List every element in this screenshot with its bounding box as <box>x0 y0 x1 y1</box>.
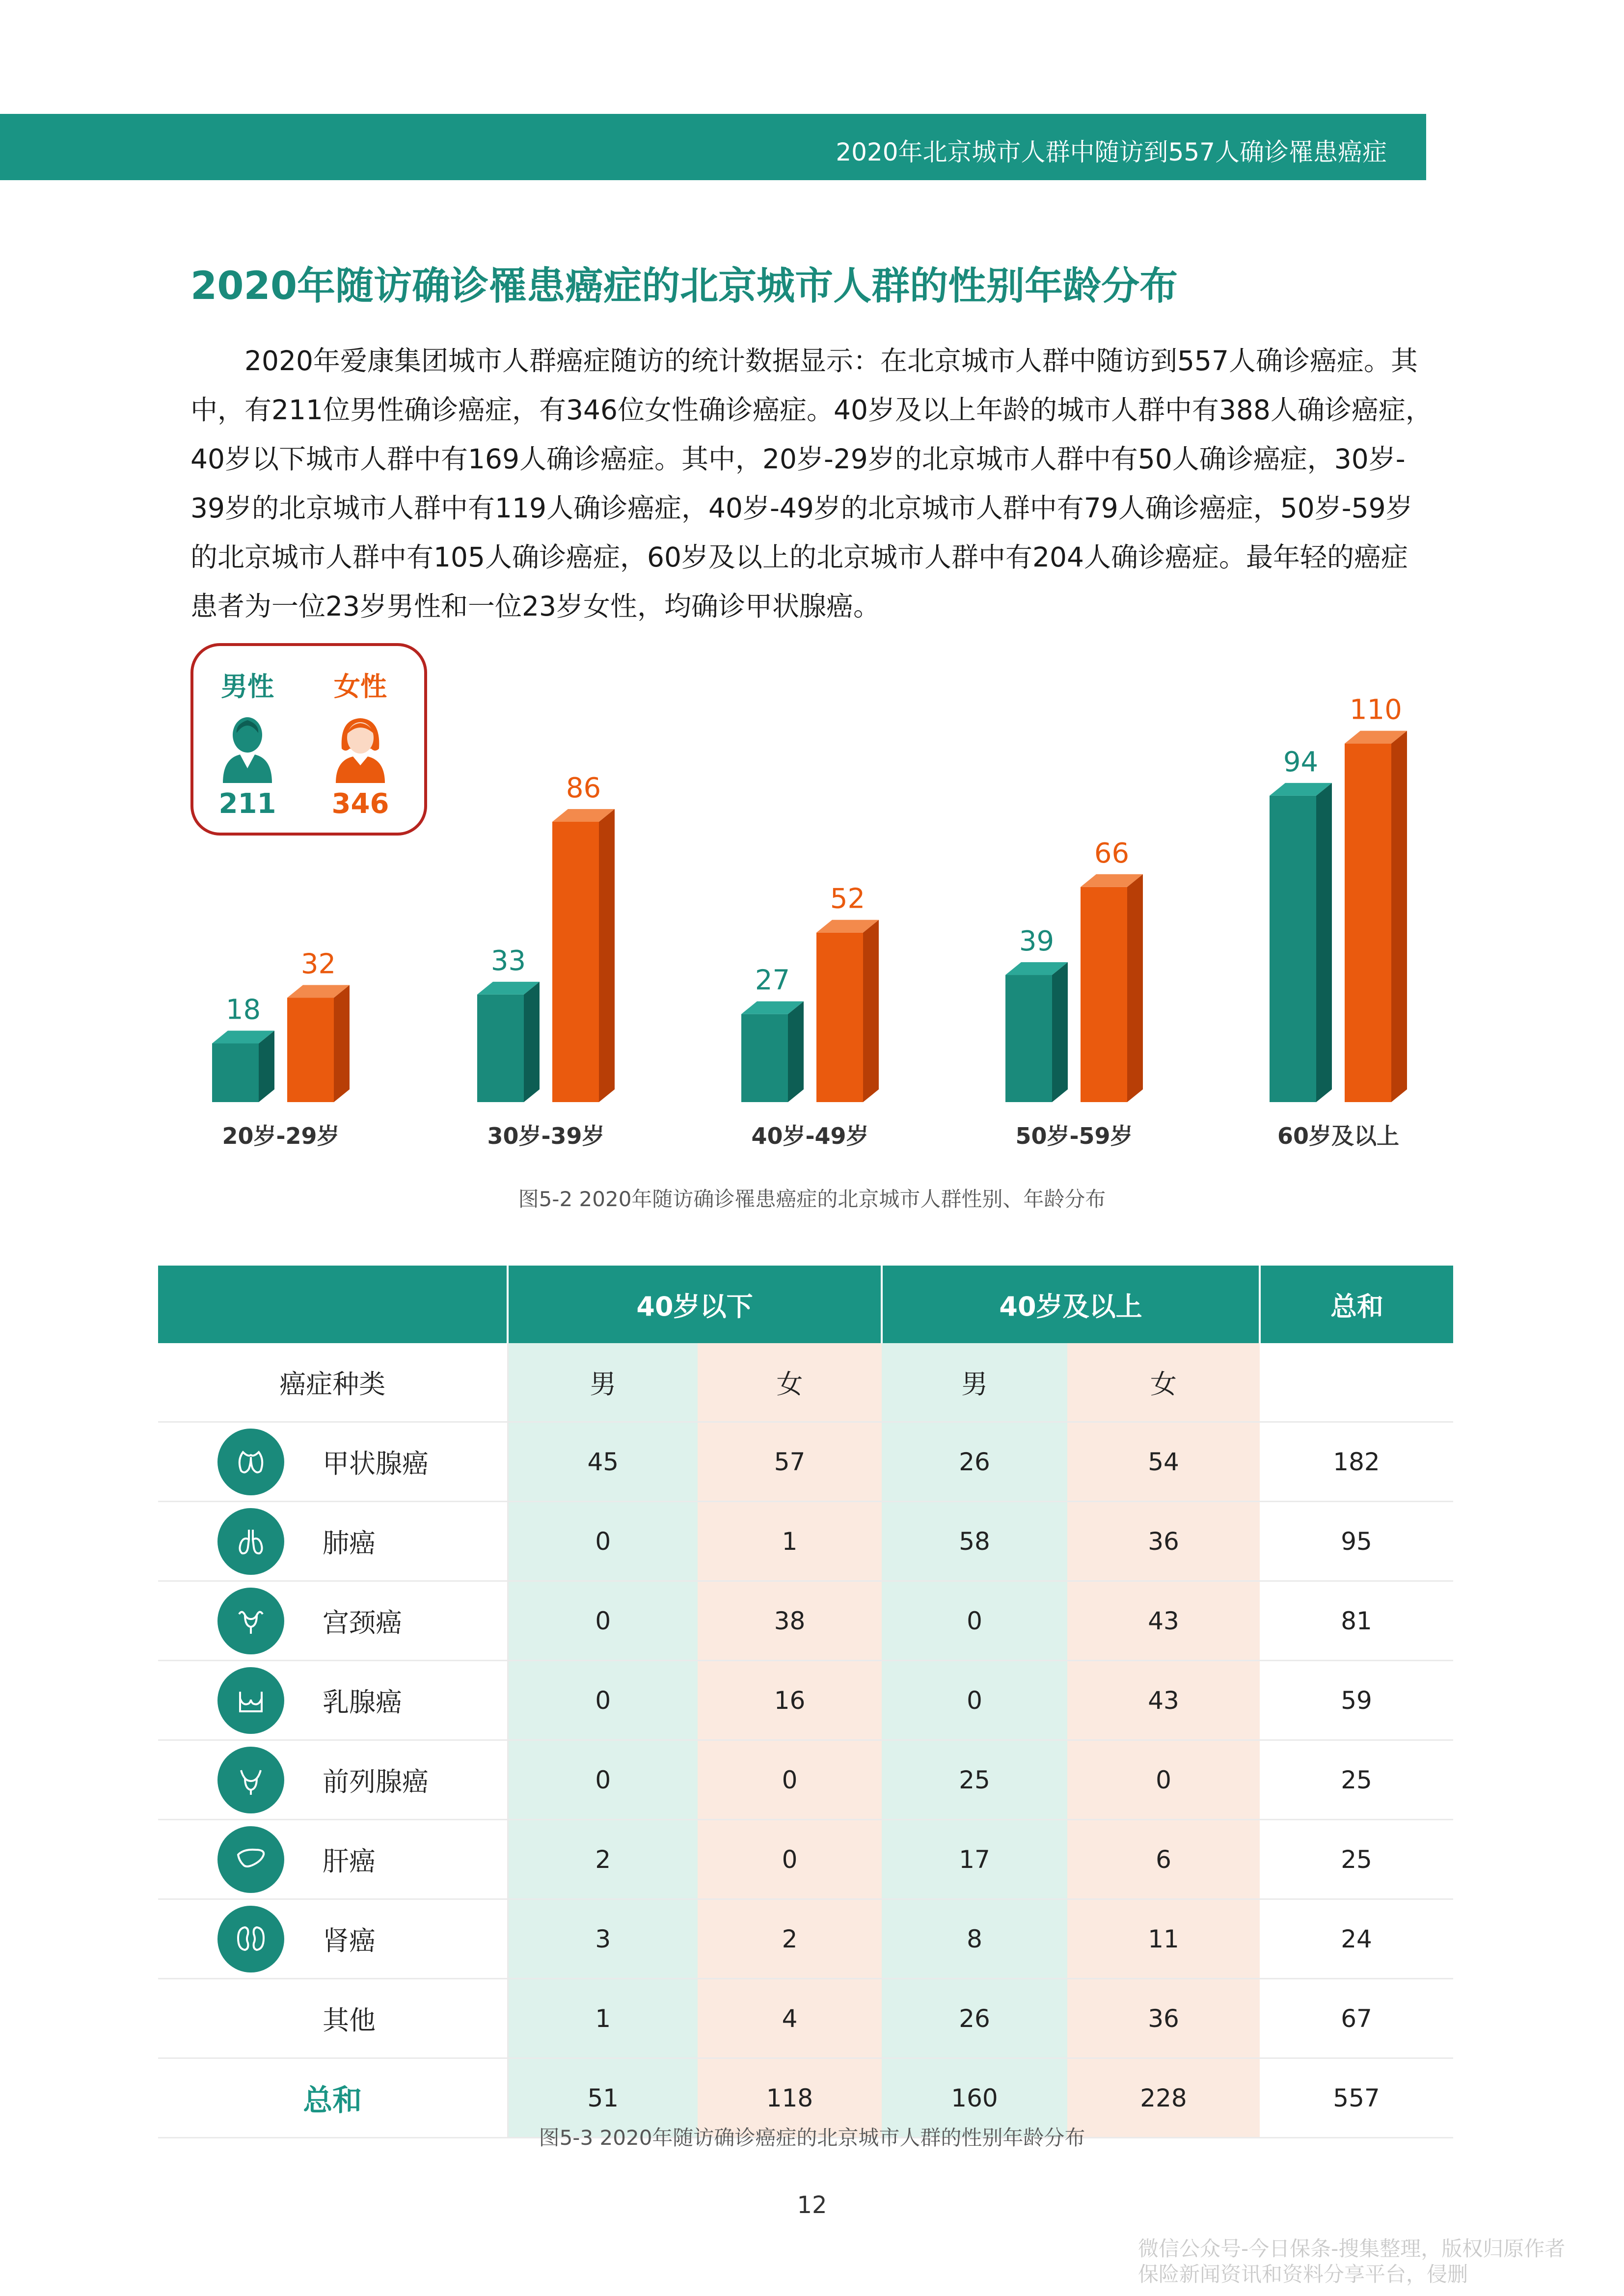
cancer-type-name: 肝癌 <box>323 1846 376 1877</box>
uterus-icon <box>217 1588 284 1654</box>
table-caption: 图5-3 2020年随访确诊癌症的北京城市人群的性别年龄分布 <box>539 2126 1085 2150</box>
table-cell: 0 <box>508 1581 698 1661</box>
bar-value-label: 52 <box>830 883 866 915</box>
bar-value-label: 39 <box>1019 925 1055 958</box>
prostate-icon <box>217 1747 284 1813</box>
table-subheader-row <box>158 1343 1453 1422</box>
table-cell: 2 <box>508 1820 698 1899</box>
bar-female <box>816 920 879 1102</box>
table-cell: 11 <box>1067 1899 1260 1979</box>
table-cell: 1 <box>698 1502 882 1581</box>
total-cell: 228 <box>1067 2058 1260 2138</box>
table-cell: 0 <box>508 1502 698 1581</box>
legend-male-count: 211 <box>218 788 276 820</box>
legend-male <box>198 666 297 820</box>
table-cell: 2 <box>698 1899 882 1979</box>
header-total: 总和 <box>1260 1266 1453 1343</box>
cancer-type-name: 前列腺癌 <box>323 1766 429 1797</box>
table-cell: 0 <box>698 1740 882 1820</box>
total-label: 总和 <box>303 2083 362 2118</box>
table-cell: 25 <box>1260 1820 1453 1899</box>
cancer-type-name: 甲状腺癌 <box>323 1448 429 1479</box>
x-tick-label: 40岁-49岁 <box>751 1123 869 1149</box>
table-cell: 24 <box>1260 1899 1453 1979</box>
header-title: 2020年北京城市人群中随访到557人确诊罹患癌症 <box>836 138 1387 166</box>
table-row <box>158 1820 1453 1899</box>
bar-female <box>287 985 350 1102</box>
bar-value-label: 86 <box>566 772 601 804</box>
legend-female-count: 346 <box>331 788 389 820</box>
bar-value-label: 94 <box>1283 746 1319 778</box>
table-cell: 59 <box>1260 1661 1453 1740</box>
header-over40: 40岁及以上 <box>882 1266 1260 1343</box>
table-cell: 95 <box>1260 1502 1453 1581</box>
cancer-type-name: 肾癌 <box>323 1925 376 1956</box>
total-cell: 51 <box>508 2058 698 2138</box>
body-line: 2020年爱康集团城市人群癌症随访的统计数据显示：在北京城市人群中随访到557人确诊癌症。其 <box>190 345 1418 377</box>
header-under40: 40岁以下 <box>508 1266 882 1343</box>
section-title: 2020年随访确诊罹患癌症的北京城市人群的性别年龄分布 <box>190 264 1178 308</box>
body-line: 患者为一位23岁男性和一位23岁女性，均确诊甲状腺癌。 <box>190 591 880 622</box>
table-cell: 26 <box>882 1979 1067 2058</box>
table-cell: 36 <box>1067 1979 1260 2058</box>
table-cell: 0 <box>698 1820 882 1899</box>
bar-female <box>552 809 615 1102</box>
female-header: 女 <box>1067 1343 1260 1422</box>
table-cell: 0 <box>882 1581 1067 1661</box>
bar-female <box>1081 874 1143 1102</box>
gender-legend <box>190 643 427 836</box>
cancer-type-cell <box>158 1979 508 2058</box>
cancer-type-cell <box>158 1740 508 1820</box>
table-cell: 81 <box>1260 1581 1453 1661</box>
watermark-line: 微信公众号-今日保条-搜集整理，版权归原作者 <box>1138 2237 1566 2261</box>
table-row <box>158 1422 1453 1502</box>
male-person-icon <box>218 714 277 783</box>
page-number: 12 <box>797 2191 827 2219</box>
table-cell: 182 <box>1260 1422 1453 1502</box>
total-cell: 160 <box>882 2058 1067 2138</box>
legend-male-label: 男性 <box>221 671 274 702</box>
blank-cell <box>1260 1343 1453 1422</box>
cancer-table <box>158 1266 1453 2138</box>
table-cell: 54 <box>1067 1422 1260 1502</box>
x-tick-label: 50岁-59岁 <box>1015 1123 1133 1149</box>
cancer-type-name: 宫颈癌 <box>323 1607 402 1638</box>
body-line: 40岁以下城市人群中有169人确诊癌症。其中，20岁-29岁的北京城市人群中有50人确诊癌症，30岁- <box>190 443 1406 475</box>
cancer-type-cell <box>158 1581 508 1661</box>
body-line: 39岁的北京城市人群中有119人确诊癌症，40岁-49岁的北京城市人群中有79人确诊癌症，50岁-59岁 <box>190 492 1413 524</box>
bar-female <box>1345 731 1407 1102</box>
bar-value-label: 33 <box>490 945 526 977</box>
table-header-row <box>158 1266 1453 1343</box>
table-cell: 43 <box>1067 1661 1260 1740</box>
table-row <box>158 1899 1453 1979</box>
header-blank <box>158 1266 508 1343</box>
table-cell: 25 <box>882 1740 1067 1820</box>
thyroid-icon <box>217 1429 284 1495</box>
table-cell: 0 <box>508 1661 698 1740</box>
table-cell: 43 <box>1067 1581 1260 1661</box>
table-cell: 25 <box>1260 1740 1453 1820</box>
table-cell: 1 <box>508 1979 698 2058</box>
type-header: 癌症种类 <box>158 1343 508 1422</box>
cancer-type-name: 其他 <box>323 2005 376 2036</box>
table-cell: 45 <box>508 1422 698 1502</box>
watermark-line: 保险新闻资讯和资料分享平台，侵删 <box>1138 2262 1468 2286</box>
male-header: 男 <box>882 1343 1067 1422</box>
x-tick-label: 20岁-29岁 <box>222 1123 340 1149</box>
lungs-icon <box>217 1508 284 1575</box>
total-cell: 118 <box>698 2058 882 2138</box>
table-row <box>158 1581 1453 1661</box>
table-row <box>158 1502 1453 1581</box>
bar-male <box>1005 962 1068 1102</box>
chart-caption: 图5-2 2020年随访确诊罹患癌症的北京城市人群性别、年龄分布 <box>518 1187 1106 1211</box>
cancer-type-cell <box>158 1422 508 1502</box>
bar-value-label: 110 <box>1350 694 1402 726</box>
liver-icon <box>217 1826 284 1893</box>
male-header: 男 <box>508 1343 698 1422</box>
table-cell: 6 <box>1067 1820 1260 1899</box>
table-cell: 4 <box>698 1979 882 2058</box>
female-person-icon <box>331 714 390 783</box>
table-cell: 17 <box>882 1820 1067 1899</box>
cancer-type-name: 乳腺癌 <box>323 1687 402 1718</box>
table-row <box>158 1740 1453 1820</box>
table-cell: 36 <box>1067 1502 1260 1581</box>
cancer-type-name: 肺癌 <box>323 1528 376 1559</box>
cancer-type-cell <box>158 1820 508 1899</box>
bar-male <box>477 982 540 1102</box>
table-cell: 8 <box>882 1899 1067 1979</box>
body-line: 的北京城市人群中有105人确诊癌症，60岁及以上的北京城市人群中有204人确诊癌症。最年轻的癌症 <box>190 541 1408 573</box>
table-cell: 0 <box>882 1661 1067 1740</box>
bar-male <box>741 1001 804 1102</box>
x-tick-label: 60岁及以上 <box>1277 1123 1400 1149</box>
cancer-type-cell <box>158 1899 508 1979</box>
bar-value-label: 27 <box>755 964 790 997</box>
cancer-type-cell <box>158 1661 508 1740</box>
table-cell: 26 <box>882 1422 1067 1502</box>
female-header: 女 <box>698 1343 882 1422</box>
table-cell: 67 <box>1260 1979 1453 2058</box>
legend-female-label: 女性 <box>334 671 387 702</box>
table-cell: 3 <box>508 1899 698 1979</box>
total-cell: 557 <box>1260 2058 1453 2138</box>
cancer-type-cell <box>158 1502 508 1581</box>
legend-female <box>311 666 409 820</box>
bar-male <box>1270 783 1332 1102</box>
bar-male <box>212 1030 274 1102</box>
kidney-icon <box>217 1906 284 1972</box>
table-cell: 57 <box>698 1422 882 1502</box>
table-row <box>158 1979 1453 2058</box>
breast-icon <box>217 1667 284 1734</box>
x-tick-label: 30岁-39岁 <box>487 1123 605 1149</box>
watermark <box>1138 2236 1624 2287</box>
table-cell: 0 <box>508 1740 698 1820</box>
table-cell: 16 <box>698 1661 882 1740</box>
bar-value-label: 18 <box>225 994 261 1026</box>
body-line: 中，有211位男性确诊癌症，有346位女性确诊癌症。40岁及以上年龄的城市人群中有388人确诊癌症， <box>190 394 1433 426</box>
table-cell: 58 <box>882 1502 1067 1581</box>
table-cell: 38 <box>698 1581 882 1661</box>
table-cell: 0 <box>1067 1740 1260 1820</box>
table-row <box>158 1661 1453 1740</box>
bar-value-label: 66 <box>1094 837 1130 869</box>
bar-value-label: 32 <box>300 948 336 980</box>
